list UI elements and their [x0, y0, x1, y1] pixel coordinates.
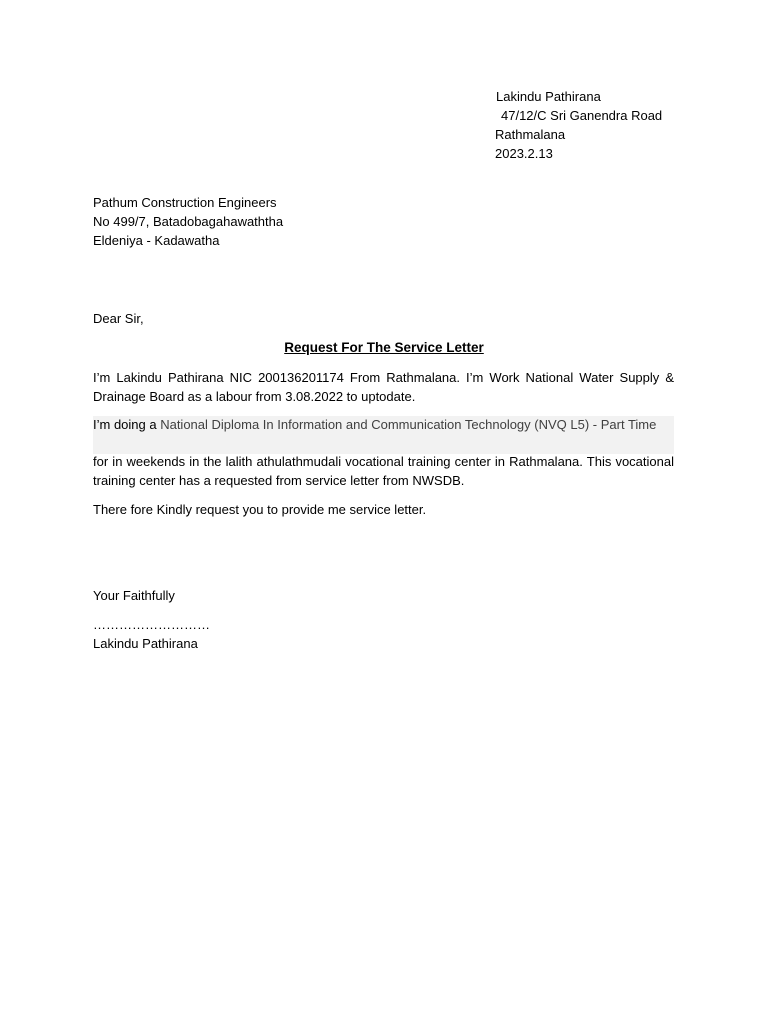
sender-city: Rathmalana [495, 127, 566, 142]
recipient-address-line2: Eldeniya - Kadawatha [93, 233, 220, 248]
valediction: Your Faithfully [93, 588, 175, 603]
sender-address: 47/12/C Sri Ganendra Road [501, 108, 663, 123]
body-paragraph-1: I’m Lakindu Pathirana NIC 200136201174 From Rathmalana. I’m Work National Water Supply & Drainage Board as a labour from 3.08.2022 to uptodate. [93, 370, 674, 404]
course-name: National Diploma In Information and Communication Technology (NVQ L5) - Part Time [160, 417, 657, 432]
body-paragraph-2-intro [93, 416, 674, 434]
recipient-address-line1: No 499/7, Batadobagahawaththa [93, 214, 284, 229]
body-paragraph-2-rest: for in weekends in the lalith athulathmudali vocational training center in Rathmalana. This vocational training center has a requested from service letter from NWSDB. [93, 454, 674, 488]
salutation: Dear Sir, [93, 311, 144, 326]
body-paragraph-3: There fore Kindly request you to provide me service letter. [93, 502, 427, 517]
letter-subject [0, 339, 768, 357]
letter-date: 2023.2.13 [495, 146, 553, 161]
paragraph2-prefix: I’m doing a [93, 417, 161, 432]
recipient-company: Pathum Construction Engineers [93, 195, 277, 210]
signature-line: ……………………… [93, 617, 210, 632]
subject-text: Request For The Service Letter [284, 340, 484, 355]
signer-name: Lakindu Pathirana [93, 636, 198, 651]
sender-name: Lakindu Pathirana [496, 89, 601, 104]
